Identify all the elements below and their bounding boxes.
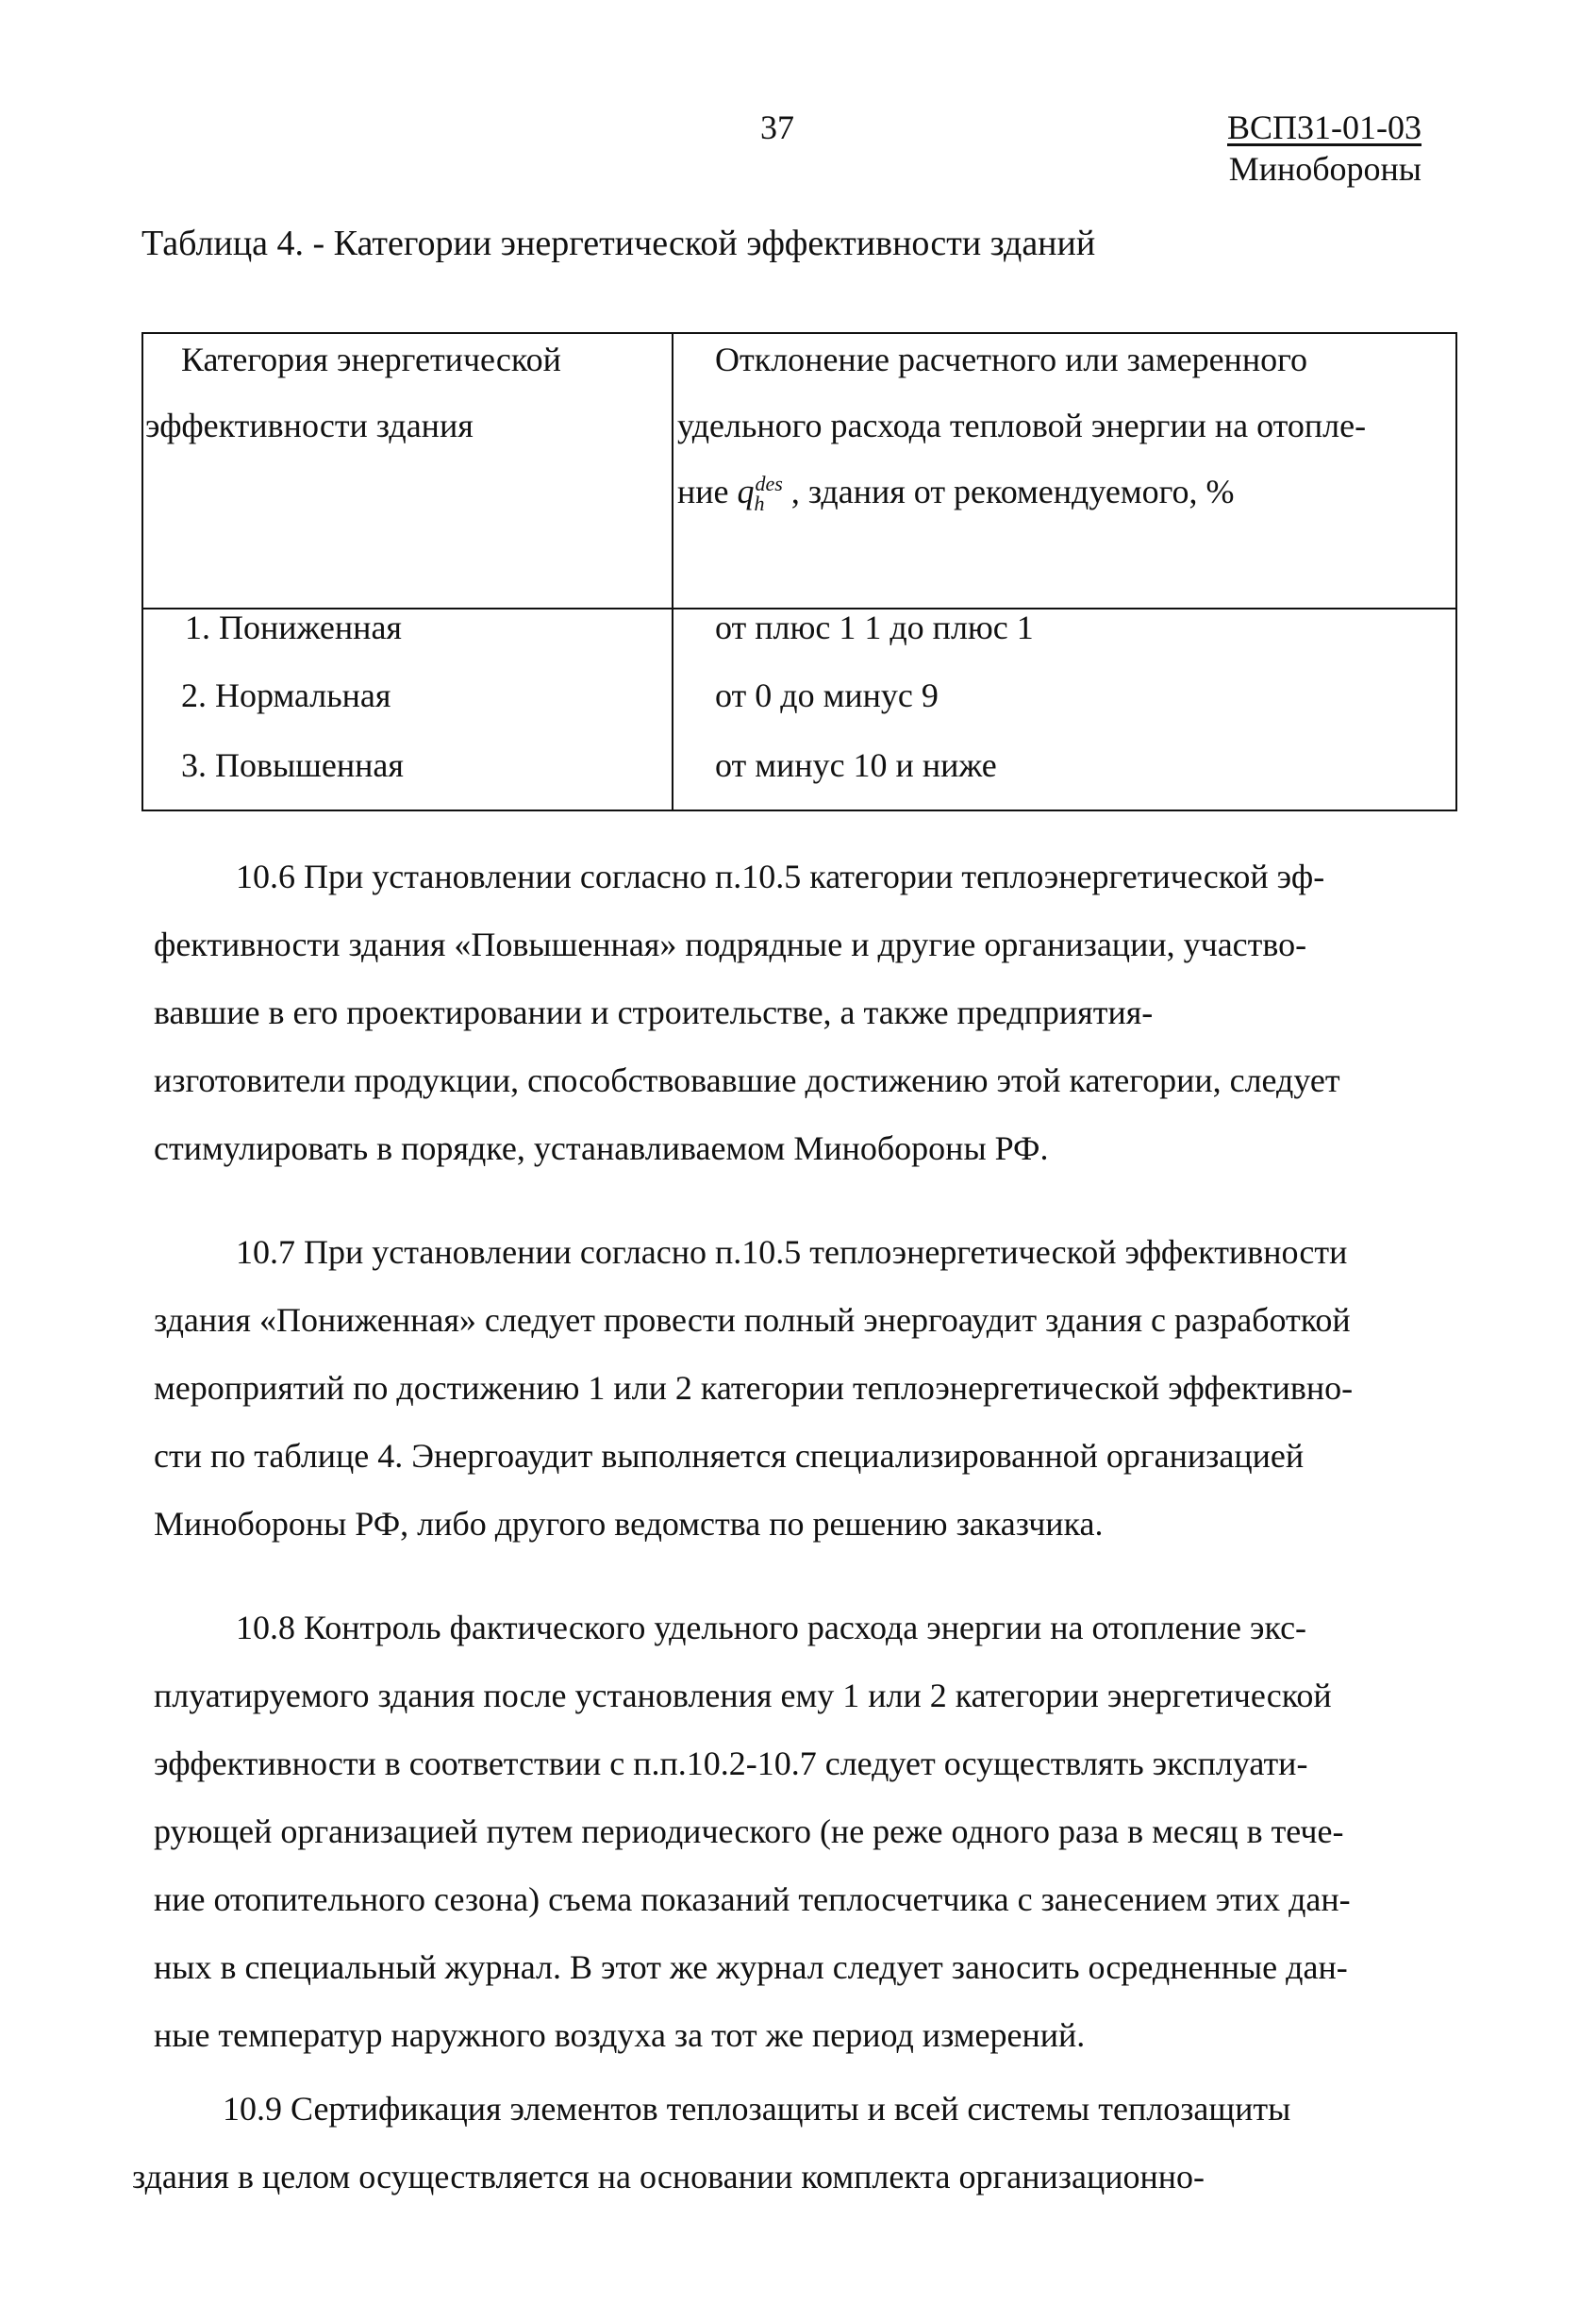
p10-7-line5: Минобороны РФ, либо другого ведомства по решению заказчика.: [154, 1505, 1104, 1543]
p10-7-line2: здания «Пониженная» следует провести полный энергоаудит здания с разработкой: [154, 1301, 1351, 1339]
q-symbol: $q_h^{des}$: [737, 472, 783, 516]
column-divider: [672, 334, 673, 810]
energy-efficiency-category-table: [141, 332, 1457, 811]
page-number: 37: [760, 109, 794, 146]
row-2-deviation: от 0 до минус 9: [715, 676, 939, 714]
header-col2-line2: удельного расхода тепловой энергии на отопле-: [677, 407, 1367, 444]
p10-8-line3: эффективности в соответствии с п.п.10.2-10.7 следует осуществлять эксплуати-: [154, 1745, 1308, 1782]
p10-6-line4: изготовители продукции, способствовавшие достижению этой категории, следует: [154, 1061, 1340, 1099]
p10-7-line3: мероприятий по достижению 1 или 2 категории теплоэнергетической эффективно-: [154, 1369, 1354, 1407]
document-code: ВСП31-01-03: [1227, 109, 1421, 146]
row-2-category: 2. Нормальная: [181, 676, 391, 714]
row-1-deviation: от плюс 1 1 до плюс 1: [715, 609, 1034, 646]
header-col2-line3: [677, 472, 1235, 516]
p10-7-line4: сти по таблице 4. Энергоаудит выполняется специализированной организацией: [154, 1437, 1305, 1475]
document-organization: Минобороны: [1228, 150, 1421, 188]
p10-6-line1: 10.6 При установлении согласно п.10.5 категории теплоэнергетической эф-: [236, 858, 1325, 895]
header-col1-line2: эффективности здания: [145, 407, 474, 444]
p10-7-line1: 10.7 При установлении согласно п.10.5 теплоэнергетической эффективности: [236, 1233, 1348, 1271]
p10-8-line2: плуатируемого здания после установления ему 1 или 2 категории энергетической: [154, 1677, 1332, 1714]
row-3-category: 3. Повышенная: [181, 746, 404, 784]
p10-6-line2: фективности здания «Повышенная» подрядные и другие организации, участво-: [154, 926, 1307, 963]
p10-9-line2: здания в целом осуществляется на основании комплекта организационно-: [132, 2158, 1205, 2195]
header-col2-line3-prefix: ние: [677, 473, 729, 510]
row-1-category: 1. Пониженная: [185, 609, 402, 646]
p10-6-line3: вавшие в его проектировании и строительстве, а также предприятия-: [154, 993, 1154, 1031]
table-caption: Таблица 4. - Категории энергетической эффективности зданий: [141, 224, 1096, 263]
q-symbol-sub: h: [754, 492, 765, 516]
p10-8-line7: ные температур наружного воздуха за тот же период измерений.: [154, 2016, 1086, 2054]
p10-8-line1: 10.8 Контроль фактического удельного расхода энергии на отопление экс-: [236, 1609, 1307, 1646]
p10-8-line4: рующей организацией путем периодического (не реже одного раза в месяц в тече-: [154, 1812, 1344, 1850]
row-3-deviation: от минус 10 и ниже: [715, 746, 997, 784]
header-col2-line3-suffix: , здания от рекомендуемого, %: [790, 473, 1235, 510]
p10-9-line1: 10.9 Сертификация элементов теплозащиты и всей системы теплозащиты: [223, 2090, 1291, 2128]
header-col1-line1: Категория энергетической: [181, 341, 561, 378]
p10-8-line5: ние отопительного сезона) съема показаний теплосчетчика с занесением этих дан-: [154, 1880, 1351, 1918]
p10-8-line6: ных в специальный журнал. В этот же журнал следует заносить осредненные дан-: [154, 1948, 1348, 1986]
q-symbol-sup: des: [755, 472, 783, 495]
p10-6-line5: стимулировать в порядке, устанавливаемом Минобороны РФ.: [154, 1129, 1049, 1167]
header-col2-line1: Отклонение расчетного или замеренного: [715, 341, 1307, 378]
